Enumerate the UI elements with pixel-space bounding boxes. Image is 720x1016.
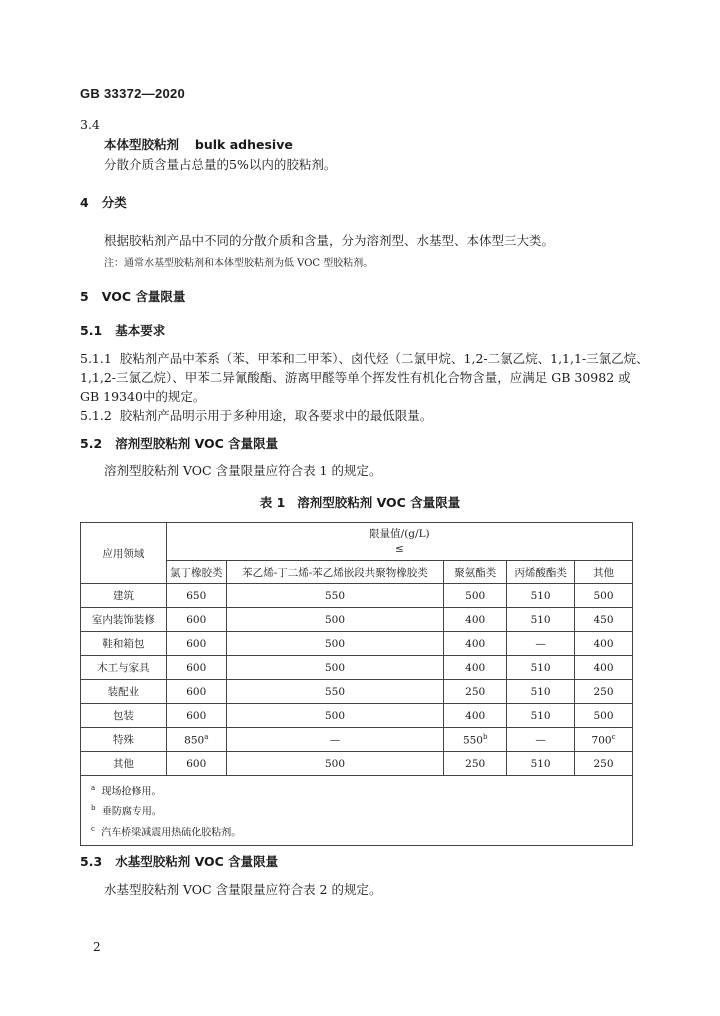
value-cell: 550	[226, 584, 444, 608]
column-header: 其他	[575, 561, 633, 584]
value-cell: 450	[575, 608, 633, 632]
value-text: 700	[591, 734, 612, 747]
section-5-1-2	[80, 407, 432, 425]
table-1-caption	[0, 493, 720, 511]
section-5-1-1-line1	[80, 350, 649, 368]
section-5-1-1-line3: GB 19340中的规定。	[80, 389, 206, 404]
table-row	[81, 584, 633, 608]
value-cell: 250	[444, 752, 507, 776]
value-cell: 510	[507, 704, 575, 728]
value-cell: 400	[575, 632, 633, 656]
value-cell: 500	[226, 704, 444, 728]
term-chinese: 本体型胶粘剂	[104, 137, 180, 152]
voc-limit-table	[80, 522, 633, 846]
footnote-a-text: 现场抢修用。	[101, 786, 162, 798]
value-cell: 500	[575, 704, 633, 728]
section-4-number: 4	[80, 195, 89, 210]
limit-symbol: ≤	[395, 542, 404, 555]
value-cell: 500	[575, 584, 633, 608]
value-cell: 600	[166, 680, 226, 704]
footnote-c-mark: c	[91, 824, 95, 833]
footnote-mark: c	[611, 732, 616, 741]
value-cell: 510	[507, 752, 575, 776]
section-5-2-number: 5.2	[80, 436, 103, 451]
field-cell: 特殊	[81, 728, 167, 752]
value-cell: 600	[166, 656, 226, 680]
section-5-1-number: 5.1	[80, 323, 103, 338]
page-number: 2	[93, 940, 101, 954]
footnote-a-mark: a	[91, 784, 96, 792]
table-row	[81, 752, 633, 776]
value-cell: 400	[575, 656, 633, 680]
footnote-mark: a	[204, 732, 209, 741]
value-cell: 250	[444, 680, 507, 704]
section-4-heading	[80, 194, 127, 212]
footnote-b	[91, 800, 622, 820]
table-footnotes	[81, 776, 633, 846]
section-5-heading	[80, 288, 185, 306]
value-text: 850	[184, 734, 205, 747]
section-5-title: VOC 含量限量	[101, 289, 186, 304]
field-cell: 室内装饰装修	[81, 608, 167, 632]
value-cell: 600	[166, 632, 226, 656]
section-5-1-2-number: 5.1.2	[80, 408, 112, 423]
term-english: bulk adhesive	[194, 137, 293, 152]
field-cell: 鞋和箱包	[81, 632, 167, 656]
table-row	[81, 632, 633, 656]
value-cell: 600	[166, 752, 226, 776]
value-cell: 510	[507, 608, 575, 632]
value-cell: 500	[226, 656, 444, 680]
table-row	[81, 680, 633, 704]
table-1-title: 溶剂型胶粘剂 VOC 含量限量	[297, 495, 461, 510]
value-cell	[444, 728, 507, 752]
table-row	[81, 704, 633, 728]
value-cell: 500	[226, 608, 444, 632]
value-cell: 400	[444, 704, 507, 728]
section-4-note: 注：通常水基型胶粘剂和本体型胶粘剂为低 VOC 型胶粘剂。	[104, 258, 374, 269]
value-cell: 500	[444, 584, 507, 608]
column-header: 氯丁橡胶类	[166, 561, 226, 584]
section-5-2-title: 溶剂型胶粘剂 VOC 含量限量	[115, 436, 279, 451]
limit-header-label: 限量值/(g/L)	[369, 527, 430, 540]
section-5-1-1-line2: 1,1,2-三氯乙烷）、甲苯二异氰酸酯、游离甲醛等单个挥发性有机化合物含量，应满足 GB 30982 或	[80, 370, 631, 385]
column-header: 丙烯酸酯类	[507, 561, 575, 584]
value-cell	[166, 728, 226, 752]
value-text: 550	[462, 734, 483, 747]
value-cell: 550	[226, 680, 444, 704]
term-definition: 分散介质含量占总量的5%以内的胶粘剂。	[104, 157, 337, 172]
table-1-label: 表 1	[259, 495, 286, 510]
section-5-1-1-number: 5.1.1	[80, 351, 112, 366]
term-heading	[104, 136, 293, 154]
limit-header-cell	[166, 523, 632, 561]
section-5-3-number: 5.3	[80, 854, 103, 869]
column-header: 聚氨酯类	[444, 561, 507, 584]
value-cell: 250	[575, 680, 633, 704]
value-cell: 400	[444, 656, 507, 680]
field-cell: 包装	[81, 704, 167, 728]
standard-id-header: GB 33372—2020	[80, 86, 186, 101]
section-4-body: 根据胶粘剂产品中不同的分散介质和含量，分为溶剂型、水基型、本体型三大类。	[104, 233, 555, 248]
section-5-2-body: 溶剂型胶粘剂 VOC 含量限量应符合表 1 的规定。	[104, 463, 382, 478]
field-cell: 建筑	[81, 584, 167, 608]
footnote-mark: b	[482, 732, 488, 741]
value-cell: 510	[507, 680, 575, 704]
value-cell: 400	[444, 632, 507, 656]
field-cell: 木工与家具	[81, 656, 167, 680]
value-cell	[575, 728, 633, 752]
value-cell: —	[226, 728, 444, 752]
section-5-3-title: 水基型胶粘剂 VOC 含量限量	[115, 854, 279, 869]
value-cell: —	[507, 728, 575, 752]
value-cell: —	[507, 632, 575, 656]
row-header-cell	[81, 523, 167, 584]
footnote-b-text: 垂防腐专用。	[101, 806, 162, 818]
section-4-title: 分类	[101, 195, 127, 210]
footnote-b-mark: b	[91, 804, 96, 813]
value-cell: 500	[226, 632, 444, 656]
table-row	[81, 656, 633, 680]
section-5-1-1-text1: 胶粘剂产品中苯系（苯、甲苯和二甲苯）、卤代烃（二氯甲烷、1,2-二氯乙烷、1,1,1-三氯乙烷、	[119, 351, 649, 366]
table-row	[81, 608, 633, 632]
value-cell: 250	[575, 752, 633, 776]
footnote-c-text: 汽车桥梁减震用热硫化胶粘剂。	[101, 826, 242, 838]
value-cell: 600	[166, 704, 226, 728]
table-row	[81, 728, 633, 752]
section-5-3-heading	[80, 853, 278, 871]
value-cell: 400	[444, 608, 507, 632]
field-cell: 装配业	[81, 680, 167, 704]
row-header-label: 应用领域	[102, 547, 145, 560]
section-5-1-heading	[80, 322, 165, 340]
value-cell: 510	[507, 584, 575, 608]
value-cell: 650	[166, 584, 226, 608]
value-cell: 500	[226, 752, 444, 776]
section-5-3-body: 水基型胶粘剂 VOC 含量限量应符合表 2 的规定。	[104, 882, 382, 897]
section-5-2-heading	[80, 435, 278, 453]
value-cell: 600	[166, 608, 226, 632]
value-cell: 510	[507, 656, 575, 680]
footnote-c	[91, 821, 622, 841]
section-3-4-number: 3.4	[80, 117, 100, 132]
section-5-1-title: 基本要求	[115, 323, 166, 338]
field-cell: 其他	[81, 752, 167, 776]
footnote-a	[91, 780, 622, 800]
section-5-number: 5	[80, 289, 89, 304]
column-header: 苯乙烯-丁二烯-苯乙烯嵌段共聚物橡胶类	[226, 561, 444, 584]
section-5-1-2-text: 胶粘剂产品明示用于多种用途，取各要求中的最低限量。	[119, 408, 433, 423]
